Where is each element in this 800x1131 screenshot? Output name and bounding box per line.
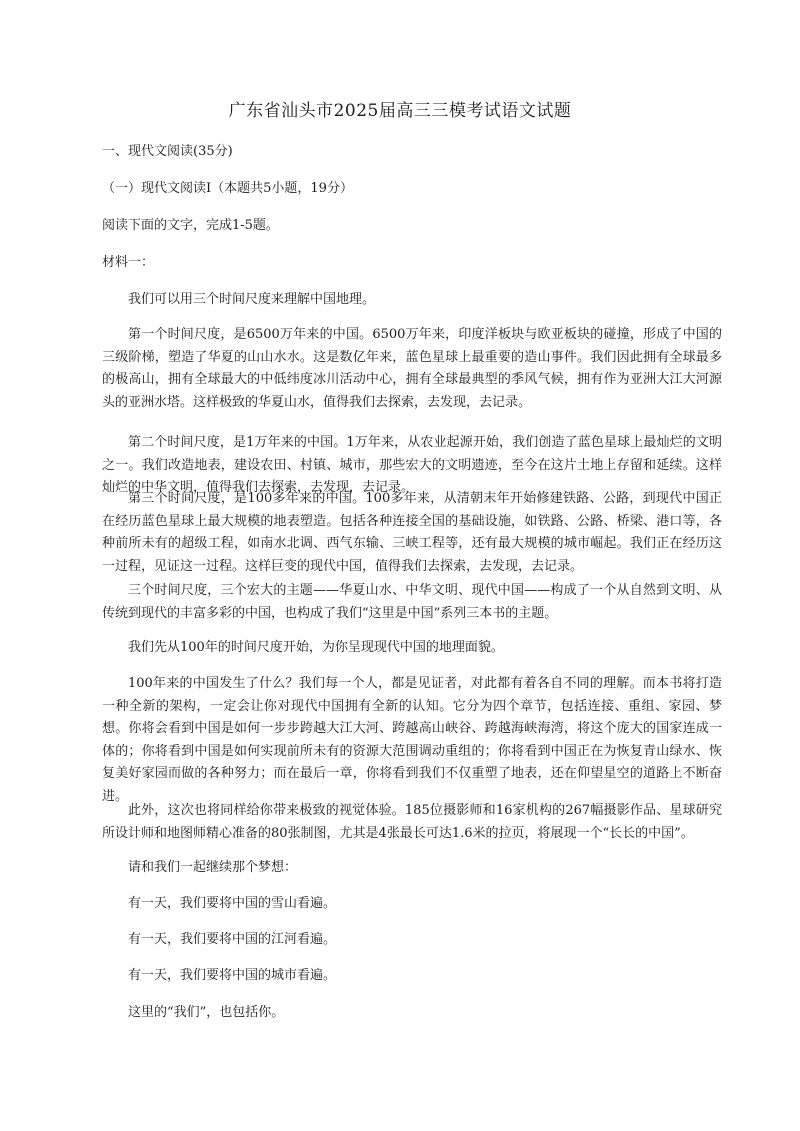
material-label: 材料一： [102, 255, 155, 270]
paragraph-book-structure: 100年来的中国发生了什么？我们每一个人，都是见证者，对此都有着各自不同的理解。而本书将打造一种全新的架构，一定会让你对现代中国拥有全新的认知。它分为四个章节，包括连接、重组、家园、梦想。你将会看到中国是如何一步步跨越大江大河、跨越高山峡谷、跨越海峡海湾，将这个庞大的国家连成一体的；你将看到中国是如何实现前所未有的资源大范围调动重组的；你将看到中国正在为恢复青山绿水、恢复美好家园而做的各种努力；而在最后一章，你将看到我们不仅重塑了地表，还在仰望星空的道路上不断奋进。 [102, 676, 722, 804]
paragraph-intro: 我们可以用三个时间尺度来理解中国地理。 [128, 292, 376, 307]
paragraph-dream-invite: 请和我们一起继续那个梦想： [128, 860, 298, 875]
paragraph-cities: 有一天，我们要将中国的城市看遍。 [128, 968, 337, 983]
paragraph-three-themes: 三个时间尺度，三个宏大的主题——华夏山水、中华文明、现代中国——构成了一个从自然到文明、从传统到现代的丰富多彩的中国，也构成了我们“这里是中国”系列三本书的主题。 [102, 583, 722, 621]
paragraph-includes-you: 这里的“我们”，也包括你。 [128, 1005, 285, 1020]
paragraph-first-scale: 第一个时间尺度，是6500万年来的中国。6500万年来，印度洋板块与欧亚板块的碰撞，形成了中国的三级阶梯，塑造了华夏的山山水水。这是数亿年来，蓝色星球上最重要的造山事件。我们因此拥有全球最多的极高山，拥有全球最大的中低纬度冰川活动中心，拥有全球最典型的季风气候，拥有作为亚洲大江大河源头的亚洲水塔。这样极致的华夏山水，值得我们去探索，去发现，去记录。 [102, 327, 722, 410]
paragraph-second-scale: 第二个时间尺度，是1万年来的中国。1万年来，从农业起源开始，我们创造了蓝色星球上最灿烂的文明之一。我们改造地表，建设农田、村镇、城市，那些宏大的文明遗迹，至今在这片土地上存留和延续。这样灿烂的中华文明，值得我们去探索，去发现，去记录。 [102, 435, 722, 495]
paragraph-third-scale: 第三个时间尺度，是100多年来的中国。100多年来，从清朝末年开始修建铁路、公路，到现代中国正在经历蓝色星球上最大规模的地表塑造。包括各种连接全国的基础设施，如铁路、公路、桥梁、港口等，各种前所未有的超级工程，如南水北调、西气东输、三峡工程等，还有最大规模的城市崛起。我们正在经历这一过程，见证这一过程。这样巨变的现代中国，值得我们去探索，去发现，去记录。 [102, 491, 722, 574]
paragraph-snow-mountains: 有一天，我们要将中国的雪山看遍。 [128, 896, 337, 911]
section-heading: 一、现代文阅读(35分) [102, 144, 233, 159]
instruction-text: 阅读下面的文字，完成1-5题。 [102, 218, 279, 233]
document-title: 广东省汕头市2025届高三三模考试语文试题 [228, 101, 572, 121]
subsection-heading: （一）现代文阅读Ⅰ（本题共5小题，19分） [102, 181, 353, 196]
paragraph-visual-experience: 此外，这次也将同样给你带来极致的视觉体验。185位摄影师和16家机构的267幅摄影作品、星球研究所设计师和地图师精心准备的80张制图，尤其是4张最长可达1.6米的拉页，将展现一个“长长的中国”。 [102, 803, 722, 841]
paragraph-rivers: 有一天，我们要将中国的江河看遍。 [128, 932, 337, 947]
paragraph-start-100-years: 我们先从100年的时间尺度开始，为你呈现现代中国的地理面貌。 [128, 640, 504, 655]
